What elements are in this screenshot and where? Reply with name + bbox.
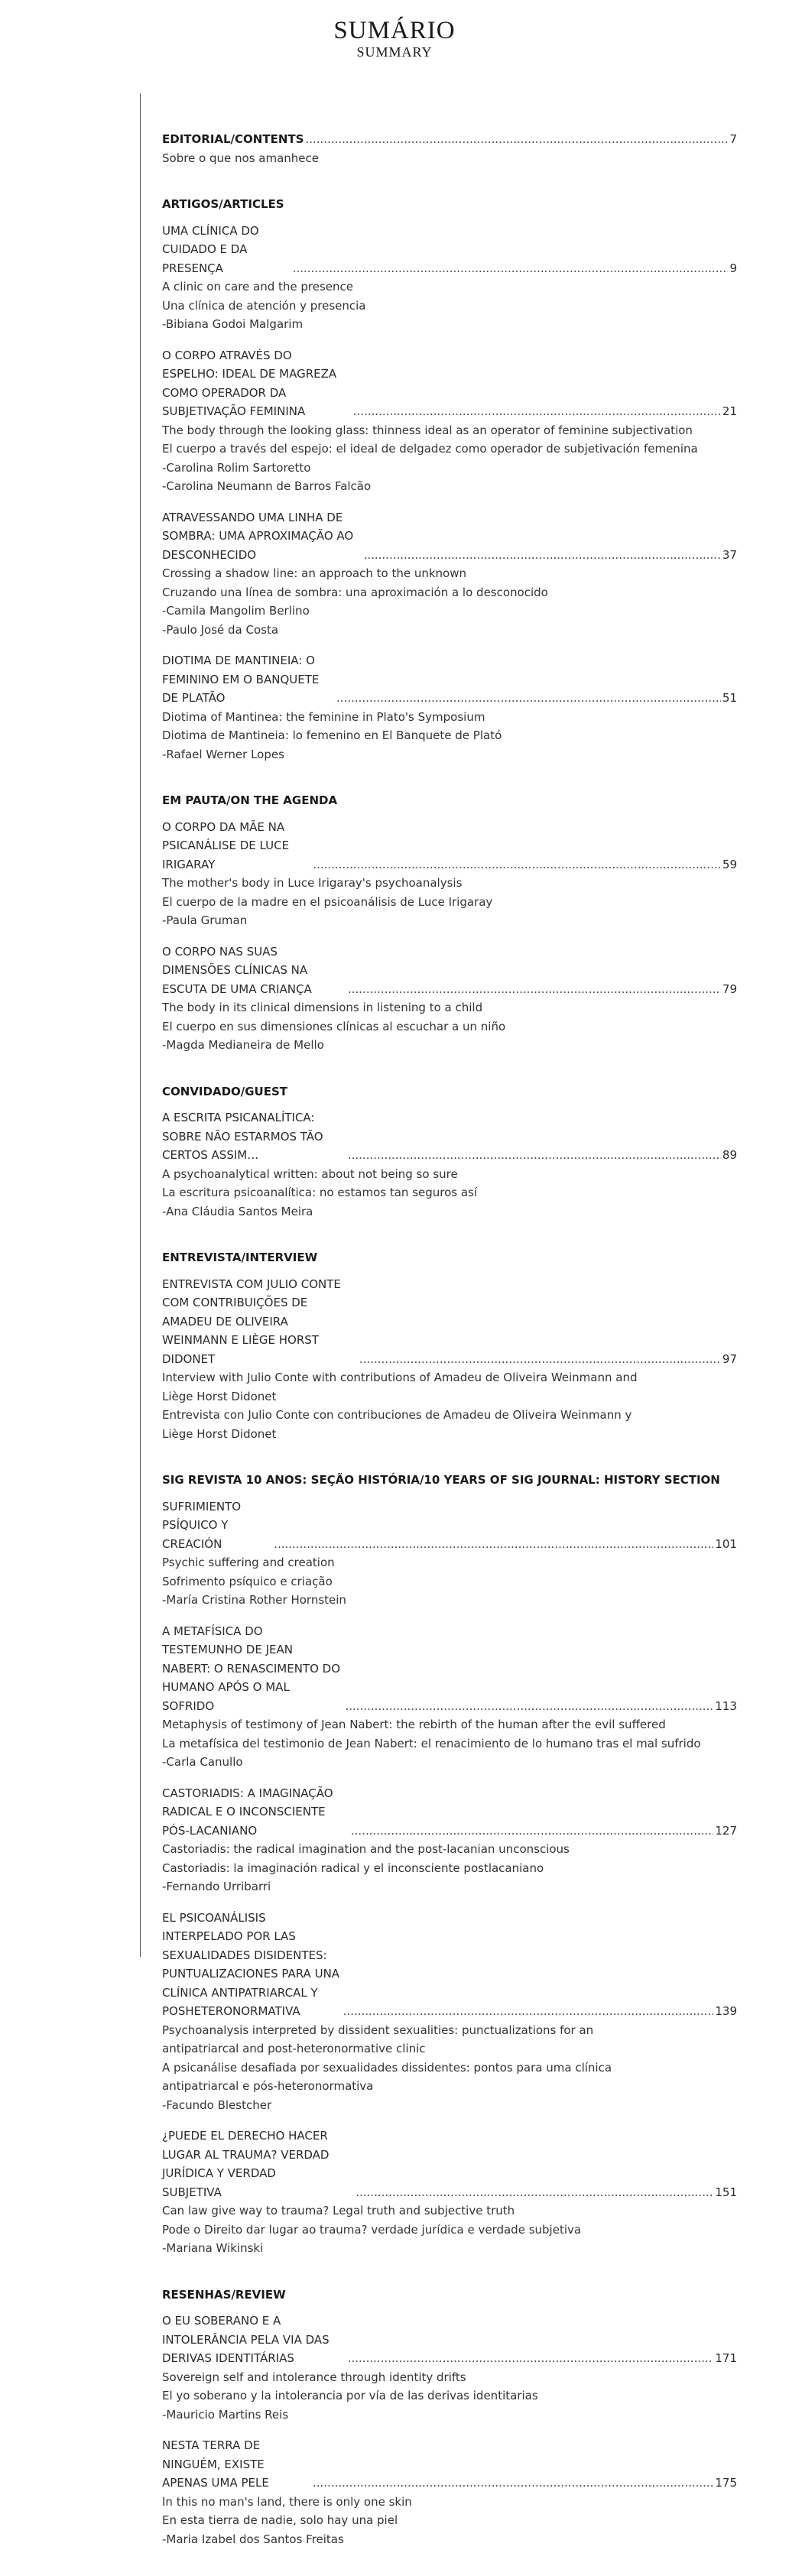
dot-leader xyxy=(345,1697,713,1716)
entry-main-line xyxy=(162,1108,737,1165)
entry-translation: A psicanálise desafiada por sexualidades dissidentes: pontos para uma clínica antipatriarcal e pós-heteronormativa xyxy=(162,2060,612,2093)
entry-main-line xyxy=(162,1275,737,1369)
entry-title: O CORPO DA MÃE NA PSICANÁLISE DE LUCE IRIGARAY xyxy=(162,819,290,871)
entry-author: -María Cristina Rother Hornstein xyxy=(162,1593,346,1607)
page-title: SUMÁRIO xyxy=(333,17,456,44)
entry-translation: Interview with Julio Conte with contributions of Amadeu de Oliveira Weinmann and Liège Horst Didonet xyxy=(162,1371,638,1403)
entry-author: -Bibiana Godoi Malgarim xyxy=(162,317,304,331)
entry-translation: Sofrimento psíquico e criação xyxy=(162,1574,333,1588)
entry-title: O EU SOBERANO E A INTOLERÂNCIA PELA VIA DAS DERIVAS IDENTITÁRIAS xyxy=(162,2314,330,2365)
toc-entry[interactable] xyxy=(162,222,737,334)
entry-title: ENTREVISTA COM JULIO CONTE COM CONTRIBUIÇÕES DE AMADEU DE OLIVEIRA WEINMANN E LIÈGE HORST DIDONET xyxy=(162,1277,341,1366)
toc-entry[interactable] xyxy=(162,1108,737,1221)
page-number: 79 xyxy=(722,981,737,996)
dot-leader xyxy=(343,2002,714,2021)
entry-main-line xyxy=(162,1784,737,1841)
page-number: 113 xyxy=(715,1698,737,1713)
entry-translation: Entrevista con Julio Conte con contribuciones de Amadeu de Oliveira Weinmann y Liège Horst Didonet xyxy=(162,1408,632,1441)
entry-translation: The mother's body in Luce Irigaray's psychoanalysis xyxy=(162,876,463,890)
toc-entry[interactable] xyxy=(162,651,737,764)
page-number: 139 xyxy=(715,2004,737,2018)
entry-title: CASTORIADIS: A IMAGINAÇÃO RADICAL E O INCONSCIENTE PÓS-LACANIANO xyxy=(162,1786,333,1838)
dot-leader xyxy=(351,1822,713,1841)
entry-title: ¿PUEDE EL DERECHO HACER LUGAR AL TRAUMA? VERDAD JURÍDICA Y VERDAD SUBJETIVA xyxy=(162,2129,330,2199)
entry-translation: Sovereign self and intolerance through identity drifts xyxy=(162,2370,466,2384)
toc-section xyxy=(162,1471,737,2258)
page-number: 21 xyxy=(722,404,737,418)
entry-title: UMA CLÍNICA DO CUIDADO E DA PRESENÇA xyxy=(162,223,259,275)
toc-entry[interactable] xyxy=(162,2312,737,2424)
page-number: 101 xyxy=(715,1536,737,1551)
toc-entry[interactable] xyxy=(162,130,737,167)
entry-title: ATRAVESSANDO UMA LINHA DE SOMBRA: UMA APROXIMAÇÃO AO DESCONHECIDO xyxy=(162,510,354,562)
entry-main-line xyxy=(162,2312,737,2368)
entry-author: -Mariana Wikinski xyxy=(162,2241,264,2255)
toc-section xyxy=(162,2286,737,2549)
page-number: 59 xyxy=(722,857,737,871)
entry-main-line xyxy=(162,508,737,565)
section-heading: EDITORIAL/CONTENTS xyxy=(162,132,304,146)
entry-author: -Carolina Neumann de Barros Falcão xyxy=(162,479,372,493)
page-header xyxy=(0,17,789,60)
page-number: 9 xyxy=(729,261,737,275)
entry-translation: Cruzando una línea de sombra: una aproximación a lo desconocido xyxy=(162,585,548,599)
entry-title: O CORPO ATRAVÉS DO ESPELHO: IDEAL DE MAGREZA COMO OPERADOR DA SUBJETIVAÇÃO FEMININA xyxy=(162,348,337,418)
entry-translation: Diotima de Mantineia: lo femenino en El Banquete de Plató xyxy=(162,728,502,742)
section-heading: EM PAUTA/ON THE AGENDA xyxy=(162,793,338,807)
entry-translation: Una clínica de atención y presencia xyxy=(162,298,366,313)
entry-title: EL PSICOANÁLISIS INTERPELADO POR LAS SEXUALIDADES DISIDENTES: PUNTUALIZACIONES PARA UNA CLÍNICA ANTIPATRIARCAL Y POSHETERONORMATIVA xyxy=(162,1910,340,2018)
toc-entry[interactable] xyxy=(162,942,737,1055)
page-number: 51 xyxy=(722,691,737,705)
entry-translation: El cuerpo de la madre en el psicoanálisis de Luce Irigaray xyxy=(162,894,493,909)
entry-translation: Psychic suffering and creation xyxy=(162,1556,335,1569)
entry-author: -Maria Izabel dos Santos Freitas xyxy=(162,2532,344,2546)
entry-translation: In this no man's land, there is only one skin xyxy=(162,2494,412,2509)
entry-author: -Rafael Werner Lopes xyxy=(162,747,284,761)
entry-title: A ESCRITA PSICANALÍTICA: SOBRE NÃO ESTARMOS TÃO CERTOS ASSIM… xyxy=(162,1111,323,1162)
dot-leader xyxy=(348,2349,714,2368)
page-number: 171 xyxy=(715,2351,737,2365)
entry-author: -Magda Medianeira de Mello xyxy=(162,1038,324,1052)
dot-leader xyxy=(364,546,721,565)
entry-main-line xyxy=(162,1622,737,1716)
entry-translation: El cuerpo en sus dimensiones clínicas al escuchar a un niño xyxy=(162,1019,506,1033)
entry-title: SUFRIMIENTO PSÍQUICO Y CREACIÓN xyxy=(162,1499,242,1551)
dot-leader xyxy=(274,1535,713,1554)
dot-leader xyxy=(305,130,728,149)
entry-translation: En esta tierra de nadie, solo hay una piel xyxy=(162,2513,398,2527)
entry-main-line xyxy=(162,1497,737,1554)
entry-translation: Diotima of Mantinea: the feminine in Plato's Symposium xyxy=(162,709,485,724)
toc-section xyxy=(162,130,737,167)
dot-leader xyxy=(293,259,729,278)
entry-author: -Carolina Rolim Sartoretto xyxy=(162,460,311,475)
entry-author: -Carla Canullo xyxy=(162,1755,243,1769)
toc-entry[interactable] xyxy=(162,2436,737,2548)
entry-translation: Metaphysis of testimony of Jean Nabert: the rebirth of the human after the evil suffered xyxy=(162,1718,666,1731)
entry-title: NESTA TERRA DE NINGUÉM, EXISTE APENAS UMA PELE xyxy=(162,2438,269,2490)
toc-entry[interactable] xyxy=(162,1275,737,1444)
entry-translation: The body through the looking glass: thinness ideal as an operator of feminine subjectivation xyxy=(162,423,693,437)
toc-section xyxy=(162,1082,737,1221)
page-number: 7 xyxy=(729,132,737,146)
entry-main-line xyxy=(162,130,737,149)
page-number: 97 xyxy=(722,1351,737,1366)
section-heading: ARTIGOS/ARTICLES xyxy=(162,197,284,211)
vertical-rule xyxy=(140,93,141,1957)
entry-author: -Paulo José da Costa xyxy=(162,622,279,637)
toc-entry[interactable] xyxy=(162,346,737,496)
entry-title: O CORPO NAS SUAS DIMENSÕES CLÍNICAS NA ESCUTA DE UMA CRIANÇA xyxy=(162,944,312,996)
section-heading: CONVIDADO/GUEST xyxy=(162,1084,288,1098)
page-number: 89 xyxy=(722,1148,737,1162)
section-heading: RESENHAS/REVIEW xyxy=(162,2287,286,2302)
entry-translation: La metafísica del testimonio de Jean Nabert: el renacimiento de lo humano tras el mal sufrido xyxy=(162,1736,701,1750)
entry-main-line xyxy=(162,942,737,999)
entry-author: -Facundo Blestcher xyxy=(162,2097,272,2112)
dot-leader xyxy=(348,980,721,999)
entry-translation: Castoriadis: la imaginación radical y el inconsciente postlacaniano xyxy=(162,1861,544,1875)
page-number: 151 xyxy=(715,2185,737,2199)
entry-main-line xyxy=(162,346,737,421)
page-subtitle: SUMMARY xyxy=(356,44,433,60)
entry-main-line xyxy=(162,651,737,708)
entry-main-line xyxy=(162,2127,737,2201)
entry-translation: Pode o Direito dar lugar ao trauma? verdade jurídica e verdade subjetiva xyxy=(162,2222,582,2237)
toc-entry[interactable] xyxy=(162,1497,737,1610)
entry-main-line xyxy=(162,818,737,874)
dot-leader xyxy=(359,1350,721,1369)
entry-translation: La escritura psicoanalítica: no estamos tan seguros así xyxy=(162,1186,478,1199)
entry-main-line xyxy=(162,1909,737,2021)
section-heading: ENTREVISTA/INTERVIEW xyxy=(162,1251,318,1264)
entry-author: -Camila Mangolim Berlino xyxy=(162,604,310,618)
toc-entry[interactable] xyxy=(162,1909,737,2115)
entry-translation: Can law give way to trauma? Legal truth and subjective truth xyxy=(162,2204,515,2218)
page-number: 37 xyxy=(722,547,737,562)
entry-translation: A psychoanalytical written: about not being so sure xyxy=(162,1166,458,1181)
entry-author: -Mauricio Martins Reis xyxy=(162,2407,289,2422)
entry-translation: Crossing a shadow line: an approach to the unknown xyxy=(162,566,466,580)
entry-author: -Fernando Urribarri xyxy=(162,1880,271,1893)
entry-translation: El yo soberano y la intolerancia por vía de las derivas identitarias xyxy=(162,2389,538,2402)
entry-title: A METAFÍSICA DO TESTEMUNHO DE JEAN NABERT: O RENASCIMENTO DO HUMANO APÓS O MAL SOFRIDO xyxy=(162,1624,341,1713)
section-heading: SIG REVISTA 10 ANOS: SEÇÃO HISTÓRIA/10 YEARS OF SIG JOURNAL: HISTORY SECTION xyxy=(162,1473,720,1487)
page-number: 127 xyxy=(715,1823,737,1838)
entry-translation: Castoriadis: the radical imagination and the post-lacanian unconscious xyxy=(162,1842,570,1856)
entry-author: -Ana Cláudia Santos Meira xyxy=(162,1204,313,1218)
toc-entry[interactable] xyxy=(162,1622,737,1772)
toc-entry[interactable] xyxy=(162,508,737,640)
toc-section xyxy=(162,195,737,764)
toc-entry[interactable] xyxy=(162,818,737,930)
entry-translation: Psychoanalysis interpreted by dissident sexualities: punctualizations for an antipatriarcal and post-heteronormative clinic xyxy=(162,2023,594,2055)
page-number: 175 xyxy=(715,2476,737,2490)
entry-main-line xyxy=(162,222,737,278)
toc-entry[interactable] xyxy=(162,2127,737,2258)
entry-author: -Paula Gruman xyxy=(162,913,248,927)
dot-leader xyxy=(356,2183,713,2202)
toc-section xyxy=(162,1248,737,1443)
entry-main-line xyxy=(162,2436,737,2493)
entry-translation: The body in its clinical dimensions in listening to a child xyxy=(162,1001,483,1014)
dot-leader xyxy=(313,855,721,874)
dot-leader xyxy=(353,402,721,421)
entry-translation: A clinic on care and the presence xyxy=(162,280,354,294)
dot-leader xyxy=(313,2474,713,2493)
entry-translation: Sobre o que nos amanhece xyxy=(162,151,320,165)
table-of-contents xyxy=(162,130,737,2576)
entry-translation: El cuerpo a través del espejo: el ideal de delgadez como operador de subjetivación femenina xyxy=(162,442,698,456)
toc-entry[interactable] xyxy=(162,1784,737,1896)
dot-leader xyxy=(336,689,721,708)
toc-section xyxy=(162,791,737,1055)
dot-leader xyxy=(348,1146,721,1165)
entry-title: DIOTIMA DE MANTINEIA: O FEMININO EM O BANQUETE DE PLATÃO xyxy=(162,654,320,705)
